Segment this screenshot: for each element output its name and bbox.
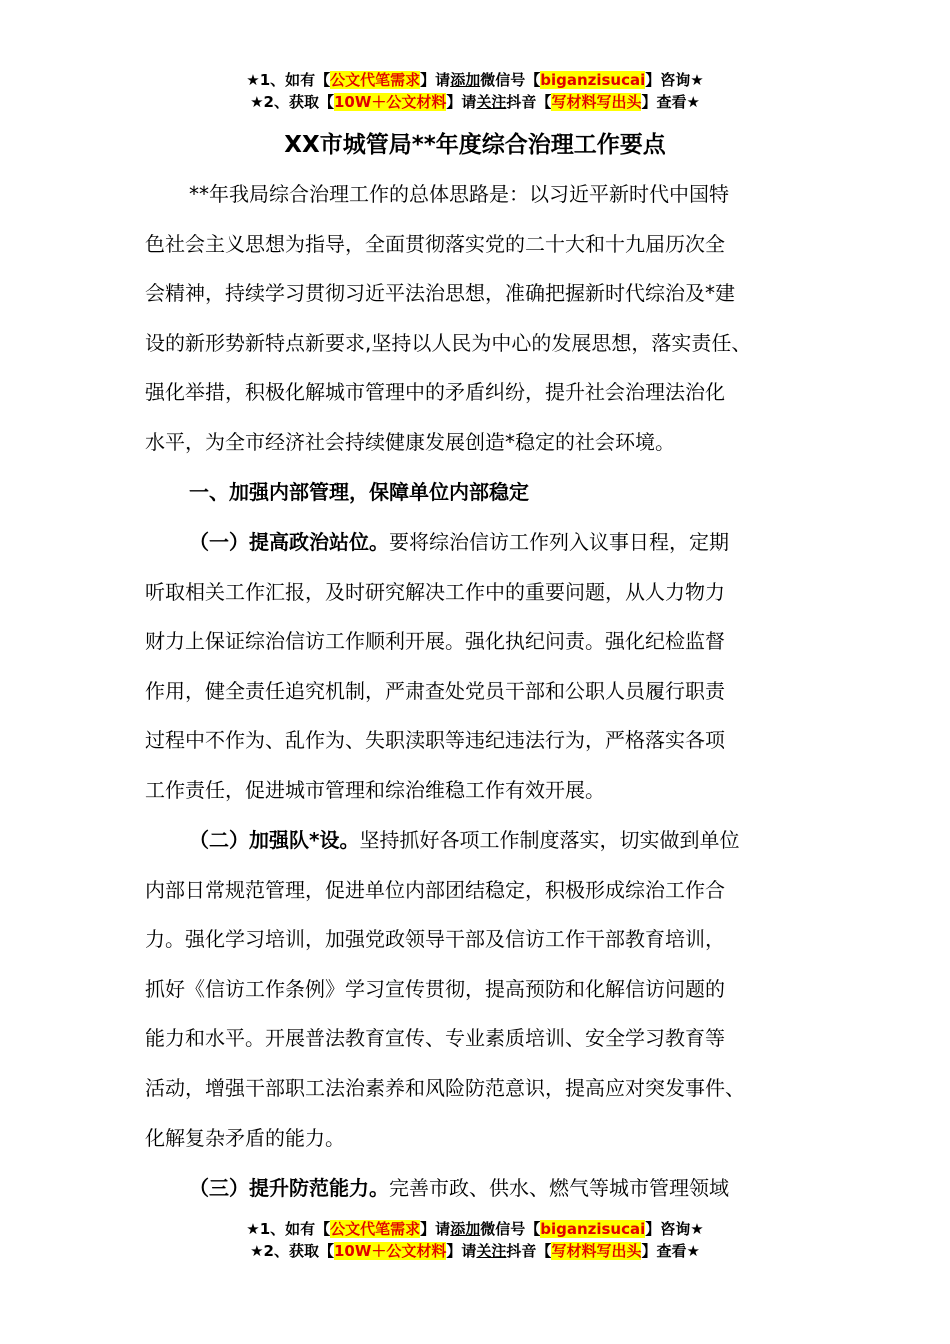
text-line: 能力和水平。开展普法教育宣传、专业素质培训、安全学习教育等 xyxy=(145,1026,725,1051)
promo-text: 】请 xyxy=(420,71,451,89)
promo-text: 抖音【 xyxy=(506,1242,552,1260)
promo-highlight-douyin: 写材料写出头 xyxy=(551,1242,642,1260)
promo-text: 1、如有【 xyxy=(259,1220,331,1238)
text-line: （二）加强队*设。坚持抓好各项工作制度落实，切实做到单位 xyxy=(189,828,740,852)
promo-line-1 xyxy=(0,69,950,91)
promo-highlight: 公文代笔需求 xyxy=(330,1220,421,1238)
text-line: 强化举措，积极化解城市管理中的矛盾纠纷，提升社会治理法治化 xyxy=(145,380,725,405)
intro-paragraph xyxy=(145,170,817,468)
star-icon: ★ xyxy=(246,1220,260,1238)
text-line: 设的新形势新特点新要求,坚持以人民为中心的发展思想，落实责任、 xyxy=(145,330,752,355)
text-line: **年我局综合治理工作的总体思路是：以习近平新时代中国特 xyxy=(189,182,729,206)
promo-text: 微信号【 xyxy=(480,1220,541,1238)
text-line: 色社会主义思想为指导，全面贯彻落实党的二十大和十九届历次全 xyxy=(145,231,725,256)
promo-banner-top xyxy=(0,69,950,113)
promo-text: 】咨询★ xyxy=(645,1220,704,1238)
promo-highlight: 10W＋公文材料 xyxy=(333,93,447,111)
star-icon: ★ xyxy=(246,71,260,89)
text-line: 财力上保证综治信访工作顺利开展。强化执纪问责。强化纪检监督 xyxy=(145,629,725,654)
promo-highlight-wechat-id: biganzisucai xyxy=(540,1220,646,1238)
promo-underlined: 添加 xyxy=(450,71,481,89)
paragraph-3 xyxy=(145,1164,817,1214)
document-title: XX市城管局**年度综合治理工作要点 xyxy=(284,132,666,158)
promo-text: 微信号【 xyxy=(480,71,541,89)
text-line: 会精神，持续学习贯彻习近平法治思想，准确把握新时代综治及*建 xyxy=(145,281,735,306)
promo-highlight: 10W＋公文材料 xyxy=(333,1242,447,1260)
promo-text: 】咨询★ xyxy=(645,71,704,89)
text-line: 作用，健全责任追究机制，严肃查处党员干部和公职人员履行职责 xyxy=(145,678,725,703)
promo-text: 】请 xyxy=(446,93,477,111)
text-line: 化解复杂矛盾的能力。 xyxy=(145,1125,345,1150)
heading-text: 一、加强内部管理，保障单位内部稳定 xyxy=(189,480,529,504)
paragraph-lead: （一）提高政治站位。 xyxy=(189,530,389,554)
text-line: 活动，增强干部职工法治素养和风险防范意识，提高应对突发事件、 xyxy=(145,1075,745,1100)
section-heading-1 xyxy=(145,468,817,518)
text-line: 内部日常规范管理，促进单位内部团结稳定，积极形成综治工作合 xyxy=(145,877,725,902)
promo-line-1 xyxy=(0,1218,950,1240)
text-line: 工作责任，促进城市管理和综治维稳工作有效开展。 xyxy=(145,777,605,802)
paragraph-lead: （三）提升防范能力。 xyxy=(189,1176,389,1200)
promo-text: 】请 xyxy=(446,1242,477,1260)
promo-underlined: 关注 xyxy=(476,1242,507,1260)
promo-text: 抖音【 xyxy=(506,93,552,111)
promo-underlined: 关注 xyxy=(476,93,507,111)
paragraph-2 xyxy=(145,816,817,1163)
promo-text: 】请 xyxy=(420,1220,451,1238)
promo-text: 】查看★ xyxy=(641,1242,700,1260)
text-line: 听取相关工作汇报，及时研究解决工作中的重要问题，从人力物力 xyxy=(145,579,725,604)
paragraph-1 xyxy=(145,518,817,816)
promo-text: ★2、获取【 xyxy=(250,93,334,111)
promo-highlight-douyin: 写材料写出头 xyxy=(551,93,642,111)
promo-text: 】查看★ xyxy=(641,93,700,111)
text-line: 抓好《信访工作条例》学习宣传贯彻，提高预防和化解信访问题的 xyxy=(145,976,725,1001)
promo-underlined: 添加 xyxy=(450,1220,481,1238)
text-line: 过程中不作为、乱作为、失职渎职等违纪违法行为，严格落实各项 xyxy=(145,728,725,753)
text-line: 力。强化学习培训，加强党政领导干部及信访工作干部教育培训， xyxy=(145,927,725,952)
promo-text: 1、如有【 xyxy=(259,71,331,89)
text-line: （一）提高政治站位。要将综治信访工作列入议事日程，定期 xyxy=(189,530,729,554)
promo-banner-bottom xyxy=(0,1218,950,1262)
text-line: （三）提升防范能力。完善市政、供水、燃气等城市管理领域 xyxy=(189,1176,729,1200)
text-line: 水平，为全市经济社会持续健康发展创造*稳定的社会环境。 xyxy=(145,429,675,454)
promo-text: ★2、获取【 xyxy=(250,1242,334,1260)
promo-highlight-wechat-id: biganzisucai xyxy=(540,71,646,89)
promo-line-2 xyxy=(0,91,950,113)
promo-highlight: 公文代笔需求 xyxy=(330,71,421,89)
promo-line-2 xyxy=(0,1240,950,1262)
paragraph-lead: （二）加强队*设。 xyxy=(189,828,360,852)
